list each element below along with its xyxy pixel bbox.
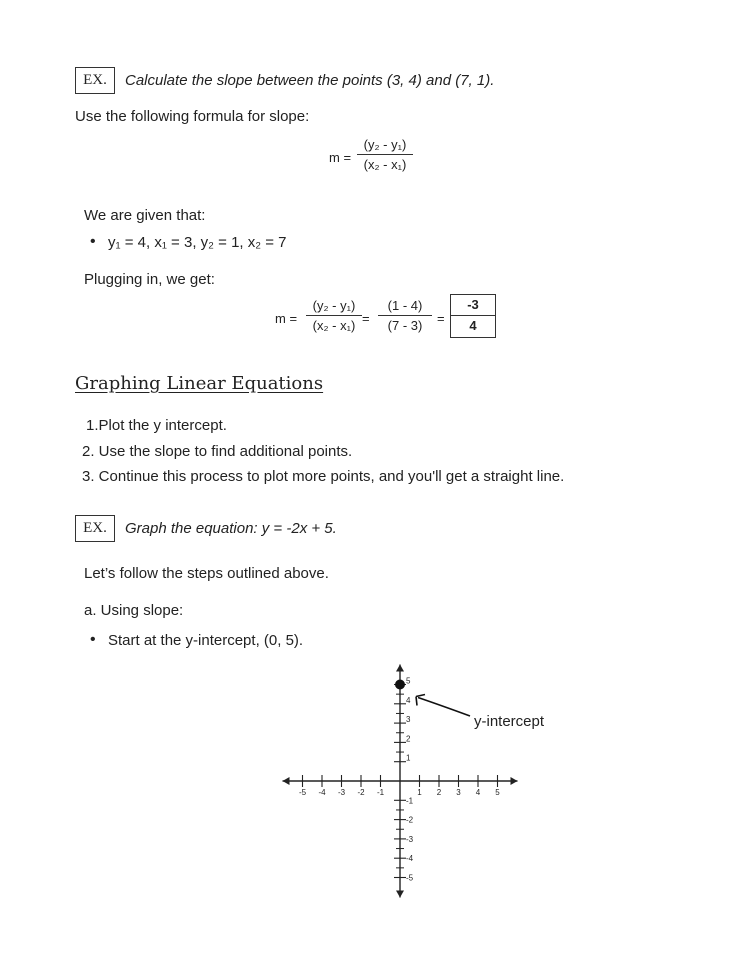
data-marks bbox=[395, 680, 545, 731]
x-tick-label: 3 bbox=[456, 788, 461, 797]
formula-lhs: m = bbox=[329, 150, 352, 165]
x-tick-label: -4 bbox=[318, 788, 326, 797]
y-tick-label: -3 bbox=[406, 834, 414, 844]
y-tick-label: 3 bbox=[406, 715, 411, 725]
annotation-arrow bbox=[418, 698, 470, 717]
section-heading: Graphing Linear Equations bbox=[75, 373, 324, 394]
method-label: a. Using slope: bbox=[84, 602, 184, 619]
plug-label: Plugging in, we get: bbox=[84, 271, 215, 288]
bullet-dot: • bbox=[90, 631, 96, 648]
x-tick-label: -1 bbox=[376, 788, 385, 797]
x-tick-label: -2 bbox=[357, 788, 365, 797]
answer-numerator: -3 bbox=[467, 297, 479, 312]
equals-sign: = bbox=[437, 311, 445, 326]
x-axis-arrow-right bbox=[511, 777, 518, 785]
x-tick-label: 2 bbox=[436, 788, 442, 797]
y-tick-label: 5 bbox=[406, 676, 411, 686]
steps-intro: Let’s follow the steps outlined above. bbox=[84, 565, 329, 582]
y-tick-label: 2 bbox=[406, 734, 411, 744]
y-axis-arrow-up bbox=[396, 665, 404, 672]
formula-numerator: (y₂ - y₁) bbox=[363, 137, 407, 152]
x-tick-label: -3 bbox=[337, 788, 346, 797]
plug-formula-numerator: (y₂ - y₁) bbox=[312, 298, 356, 313]
plug-values-denominator: (7 - 3) bbox=[387, 318, 423, 333]
formula-denominator: (x₂ - x₁) bbox=[363, 157, 407, 172]
formula-intro: Use the following formula for slope: bbox=[75, 108, 310, 125]
bullet-dot: • bbox=[90, 233, 96, 250]
plug-lhs: m = bbox=[275, 311, 298, 326]
equals-sign: = bbox=[362, 311, 370, 326]
answer-denominator: 4 bbox=[469, 318, 477, 333]
plug-values-numerator: (1 - 4) bbox=[387, 298, 423, 313]
y-tick-label: -2 bbox=[406, 815, 414, 825]
y-tick-label: 4 bbox=[406, 695, 411, 705]
plug-formula-denominator: (x₂ - x₁) bbox=[312, 318, 356, 333]
step-item: 2. Use the slope to find additional points. bbox=[82, 443, 353, 460]
y-intercept-point bbox=[395, 680, 405, 690]
step-item: 1.Plot the y intercept. bbox=[86, 417, 227, 434]
y-intercept-label: y-intercept bbox=[474, 713, 545, 730]
example-label: EX. bbox=[83, 72, 107, 88]
y-tick-label: -4 bbox=[406, 854, 414, 864]
y-tick-label: -1 bbox=[406, 796, 414, 806]
x-axis-arrow-left bbox=[283, 777, 290, 785]
y-tick-label: -5 bbox=[406, 873, 414, 883]
y-axis-arrow-down bbox=[396, 891, 404, 898]
example-label: EX. bbox=[83, 520, 107, 536]
intercept-instruction: Start at the y-intercept, (0, 5). bbox=[108, 632, 304, 649]
example-prompt: Graph the equation: y = -2x + 5. bbox=[125, 520, 337, 537]
axes bbox=[283, 665, 518, 898]
x-tick-label: 5 bbox=[495, 788, 500, 797]
example-prompt: Calculate the slope between the points (3, 4) and (7, 1). bbox=[125, 72, 495, 89]
x-tick-label: 4 bbox=[475, 788, 481, 797]
x-tick-label: -5 bbox=[298, 788, 307, 797]
y-tick-label: 1 bbox=[406, 753, 411, 763]
step-item: 3. Continue this process to plot more points, and you'll get a straight line. bbox=[82, 468, 565, 485]
given-label: We are given that: bbox=[84, 207, 206, 224]
given-values: y₁ = 4, x₁ = 3, y₂ = 1, x₂ = 7 bbox=[108, 234, 287, 251]
x-tick-label: 1 bbox=[417, 788, 422, 797]
